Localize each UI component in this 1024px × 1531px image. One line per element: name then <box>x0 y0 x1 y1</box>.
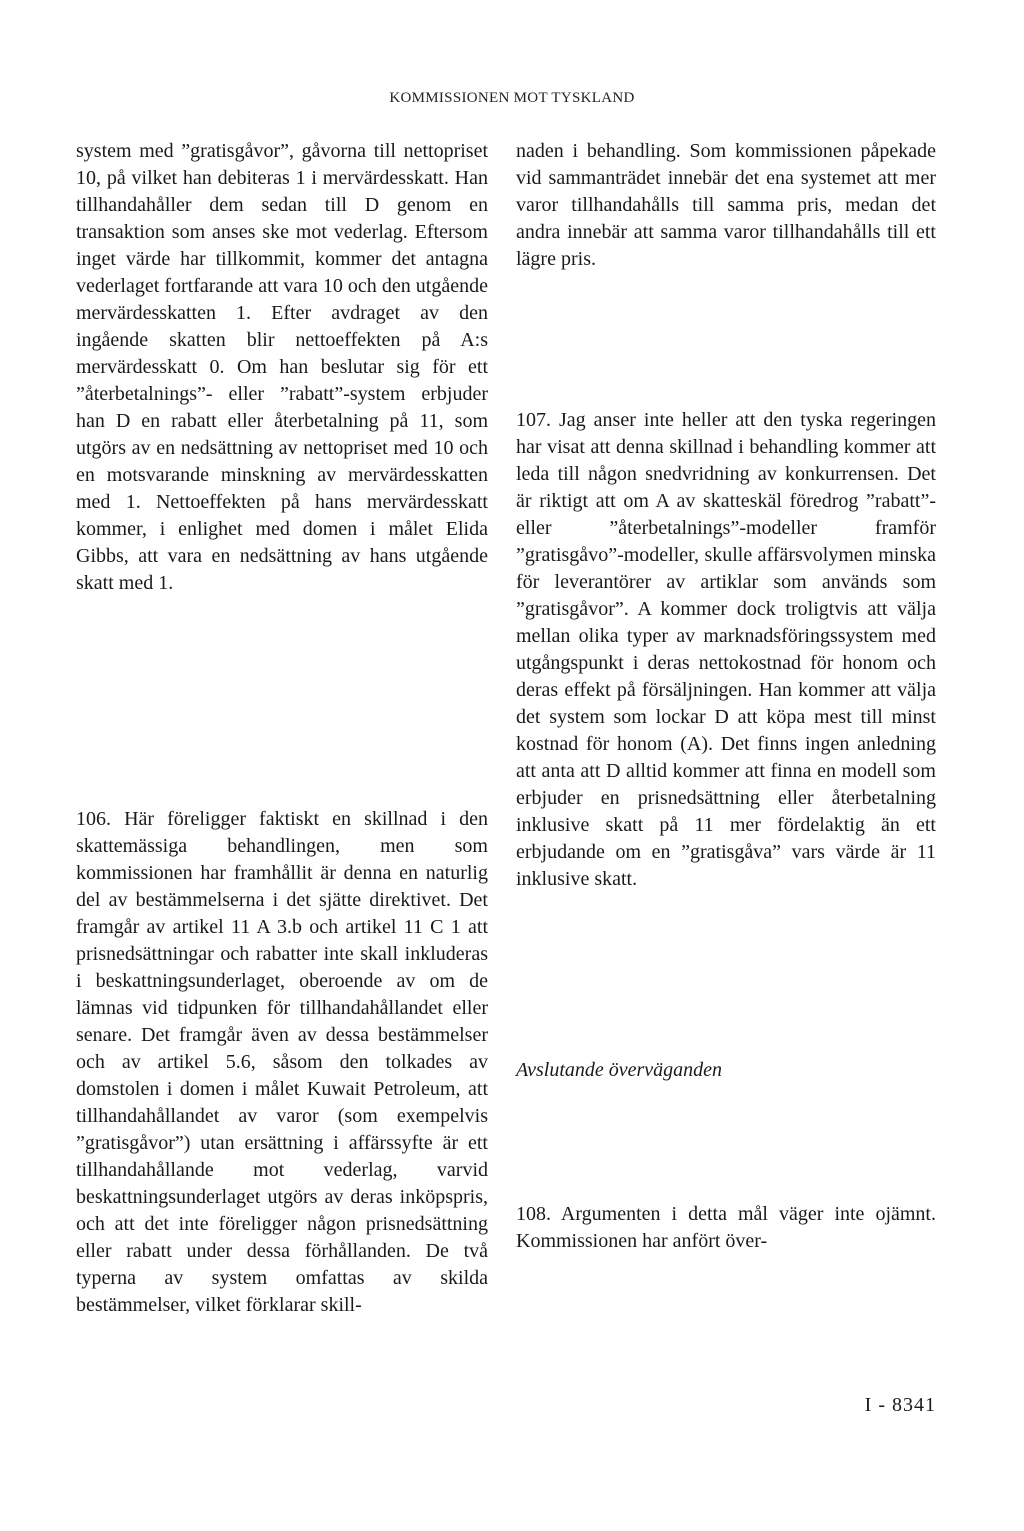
paragraph-number: 108. <box>516 1203 551 1225</box>
right-column <box>516 138 936 1255</box>
page-number: I - 8341 <box>864 1394 936 1416</box>
paragraph-continued-right: naden i behandling. Som kommissionen påpekade vid sammanträdet innebär det ena systemet att mer varor tillhandahålls till samma pris, medan det andra innebär att samma varor tillhandahålls till ett lägre pris. <box>516 140 936 270</box>
paragraph-number: 107. <box>516 409 551 431</box>
paragraph-108-text: Argumenten i detta mål väger inte ojämnt. Kommissionen har anfört över- <box>516 1203 936 1252</box>
left-column <box>76 138 488 1319</box>
paragraph-106 <box>76 806 488 1319</box>
running-header: KOMMISSIONEN MOT TYSKLAND <box>389 90 635 106</box>
section-gap <box>516 893 936 1057</box>
paragraph-gap <box>76 597 488 806</box>
paragraph-107-text: Jag anser inte heller att den tyska regeringen har visat att denna skillnad i behandling kommer att leda till någon snedvridning av konkurrensen. Det är riktigt att om A av skatteskäl föredrog ”rabatt”- eller ”återbetalnings”-modeller framför ”gratisgåvo”-modeller, skulle affärsvolymen minska för leverantörer av artiklar som används som ”gratisgåvor”. A kommer dock troligtvis att välja mellan olika typer av marknadsföringssystem med utgångspunkt i deras nettokostnad för honom och deras effekt på försäljningen. Han kommer att välja det system som lockar D att köpa mest till minst kostnad för honom (A). Det finns ingen anledning att anta att D alltid kommer att finna en modell som erbjuder en prisnedsättning eller återbetalning inklusive skatt på 11 mer fördelaktig än ett erbjudande om en ”gratisgåva” vars värde är 11 inklusive skatt. <box>516 409 937 890</box>
section-gap <box>516 1084 936 1201</box>
paragraph-106-text: Här föreligger faktiskt en skillnad i den skattemässiga behandlingen, men som kommissionen har framhållit är denna en naturlig del av bestämmelserna i det sjätte direktivet. Det framgår av artikel 11 A 3.b och artikel 11 C 1 att prisnedsättningar och rabatter inte skall inkluderas i beskattningsunderlaget, oberoende av om de lämnas vid tidpunken för tillhandahållandet eller senare. Det framgår även av dessa bestämmelser och av artikel 5.6, såsom den tolkades av domstolen i domen i målet Kuwait Petroleum, att tillhandahållandet av varor (som exempelvis ”gratisgåvor”) utan ersättning i affärssyfte är ett tillhandahållande mot vederlag, varvid beskattningsunderlaget utgörs av deras inköpspris, och att det inte föreligger någon prisnedsättning eller rabatt under dessa förhållanden. De två typerna av system omfattas av skilda bestämmelser, vilket förklarar skill- <box>76 808 488 1316</box>
paragraph-108 <box>516 1201 936 1255</box>
paragraph-number: 106. <box>76 808 111 830</box>
paragraph-continued-left: system med ”gratisgåvor”, gåvorna till nettopriset 10, på vilket han debiteras 1 i mervärdesskatt. Han tillhandahåller dem sedan till D genom en transaktion som anses ske mot vederlag. Eftersom inget värde har tillkommit, kommer det antagna vederlaget fortfarande att vara 10 och den utgående mervärdesskatten 1. Efter avdraget av den ingående skatten blir nettoeffekten på A:s mervärdesskatt 0. Om han beslutar sig för ett ”återbetalnings”- eller ”rabatt”-system erbjuder han D en rabatt eller återbetalning på 11, som utgörs av en nedsättning av nettopriset med 10 och en motsvarande minskning av mervärdesskatten med 1. Nettoeffekten på hans mervärdesskatt kommer, i enlighet med domen i målet Elida Gibbs, att vara en nedsättning av hans utgående skatt med 1. <box>76 140 488 594</box>
section-heading: Avslutande överväganden <box>516 1059 723 1081</box>
paragraph-107 <box>516 407 936 893</box>
paragraph-gap <box>516 273 936 407</box>
